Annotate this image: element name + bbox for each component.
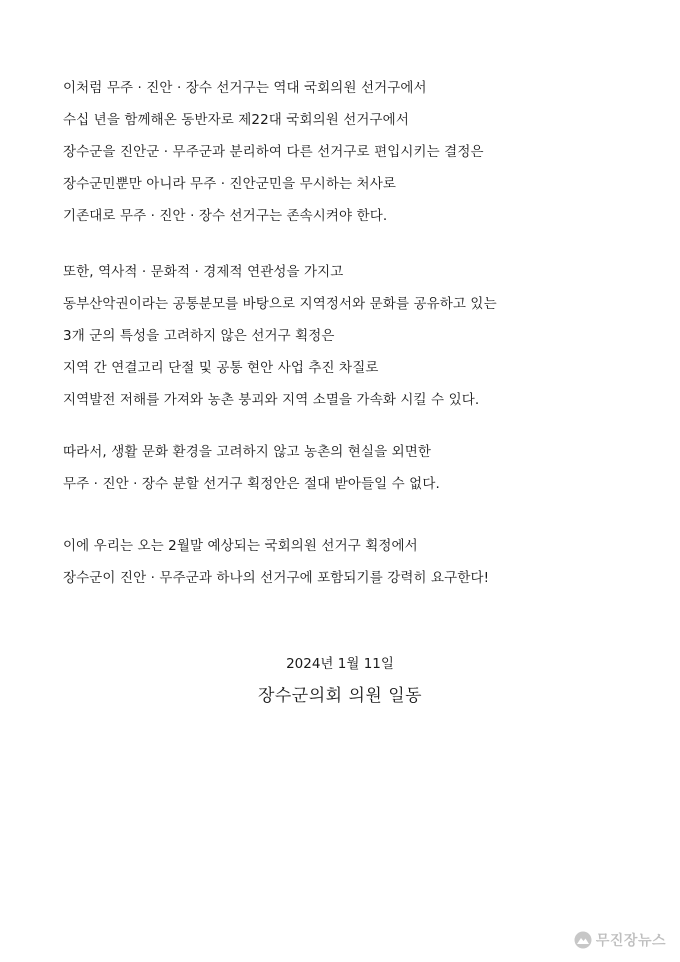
news-watermark — [574, 930, 666, 950]
text-line: 무주 · 진안 · 장수 분할 선거구 획정안은 절대 받아들일 수 없다. — [63, 476, 440, 492]
text-line: 장수군을 진안군 · 무주군과 분리하여 다른 선거구로 편입시키는 결정은 — [63, 144, 484, 160]
text-line: 따라서, 생활 문화 환경을 고려하지 않고 농촌의 현실을 외면한 — [63, 444, 432, 460]
paragraph-3 — [63, 436, 663, 500]
text-line: 지역발전 저해를 가져와 농촌 붕괴와 지역 소멸을 가속화 시킬 수 있다. — [63, 392, 480, 408]
text-line: 이에 우리는 오는 2월말 예상되는 국회의원 선거구 획정에서 — [63, 538, 418, 554]
text-line: 또한, 역사적 · 문화적 · 경제적 연관성을 가지고 — [63, 264, 344, 280]
paragraph-2 — [63, 256, 663, 416]
document-date: 2024년 1월 11일 — [286, 656, 394, 672]
text-line: 3개 군의 특성을 고려하지 않은 선거구 획정은 — [63, 328, 335, 344]
text-line: 이처럼 무주 · 진안 · 장수 선거구는 역대 국회의원 선거구에서 — [63, 80, 427, 96]
text-line: 지역 간 연결고리 단절 및 공통 현안 사업 추진 차질로 — [63, 360, 379, 376]
text-line: 기존대로 무주 · 진안 · 장수 선거구는 존속시켜야 한다. — [63, 208, 388, 224]
paragraph-4 — [63, 530, 663, 594]
signature-line: 장수군의회 의원 일동 — [257, 686, 423, 706]
text-line: 장수군민뿐만 아니라 무주 · 진안군민을 무시하는 처사로 — [63, 176, 396, 192]
text-line: 동부산악권이라는 공통분모를 바탕으로 지역정서와 문화를 공유하고 있는 — [63, 296, 497, 312]
paragraph-1 — [63, 72, 663, 232]
text-line: 장수군이 진안 · 무주군과 하나의 선거구에 포함되기를 강력히 요구한다! — [63, 570, 490, 586]
text-line: 수십 년을 함께해온 동반자로 제22대 국회의원 선거구에서 — [63, 112, 409, 128]
mountain-logo-icon — [574, 931, 592, 949]
watermark-text: 무진장뉴스 — [595, 933, 666, 949]
